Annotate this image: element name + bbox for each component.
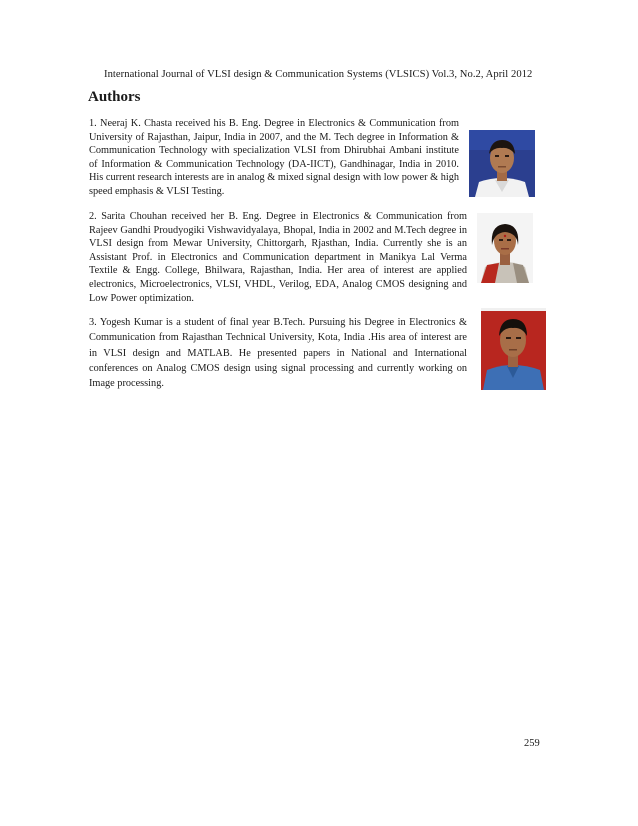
author-bio-3: 3. Yogesh Kumar is a student of final year B.Tech. Pursuing his Degree in Electronics & Communication from Rajasthan Technical University, Kota, India .His area of interest are in VLSI design and MATLAB. He presented papers in National and International conferences on Analog CMOS design using signal processing and currently working on Image processing. xyxy=(89,317,467,390)
author-photo-2 xyxy=(477,213,533,283)
author-photo-3 xyxy=(481,308,546,390)
running-header: International Journal of VLSI design & Communication Systems (VLSICS) Vol.3, No.2, April 2012 xyxy=(104,69,533,80)
author-bio-1: 1. Neeraj K. Chasta received his B. Eng. Degree in Electronics & Communication from University of Rajasthan, Jaipur, India in 2007, and the M. Tech degree in Information & Communication Technology with specialization VLSI from Dhirubhai Ambani institute of Information & Communication Technology (DA-IICT), Gandhinagar, India in 2010. His current research interests are in analog & mixed signal design with low power & high speed emphasis & VLSI Testing. xyxy=(89,118,459,197)
page-number: 259 xyxy=(524,738,540,749)
section-title: Authors xyxy=(88,89,141,105)
author-bio-2: 2. Sarita Chouhan received her B. Eng. Degree in Electronics & Communication from Rajeev Gandhi Proudyogiki Vishwavidyalaya, Bhopal, India in 2002 and M.Tech degree in VLSI design from Mewar University, Chittorgarh, Rjasthan, India. Currently she is an Assistant Prof. in Electronics and Communication department in Manikya Lal Verma Textile & Engg. College, Bhilwara, Rajasthan, India. Her area of interest are applied electronics, Microelectronics, VLSI, VHDL, Verilog, EDA, Analog CMOS designing and Low Power optimization. xyxy=(89,211,467,304)
author-photo-1 xyxy=(469,130,535,197)
